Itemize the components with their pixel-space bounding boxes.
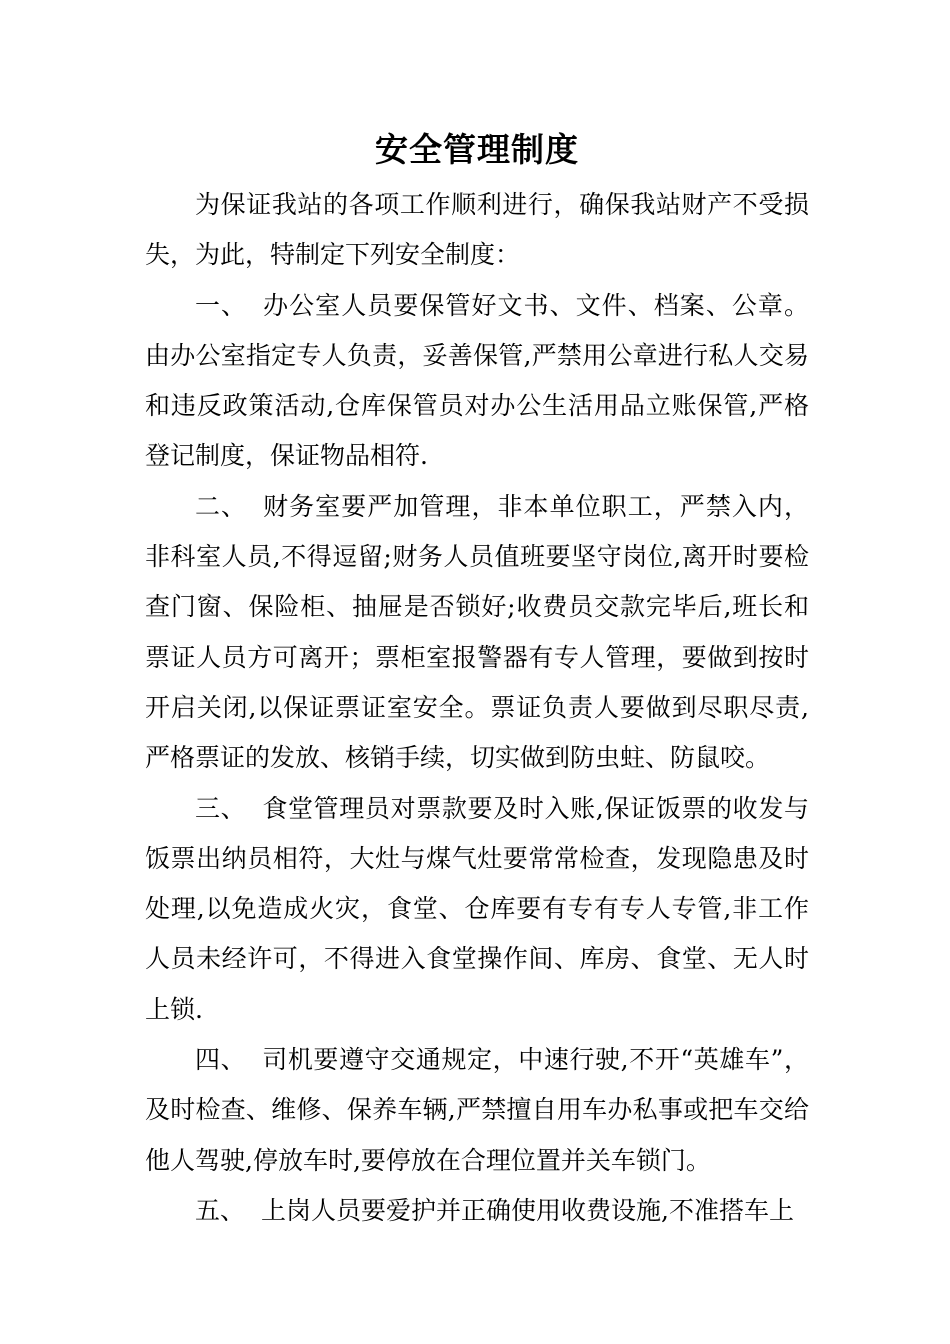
document-page	[145, 120, 809, 1236]
intro-paragraph: 为保证我站的各项工作顺利进行，确保我站财产不受损失，为此，特制定下列安全制度：	[145, 190, 809, 270]
section-1-paragraph	[145, 281, 809, 482]
section-4-text: 司机要遵守交通规定，中速行驶,不开“英雄车”，及时检查、维修、保养车辆,严禁擅自用车办私事或把车交给他人驾驶,停放车时,要停放在合理位置并关车锁门。	[145, 1045, 809, 1175]
section-3-number: 三、	[195, 793, 247, 823]
section-5-text: 上岗人员要爱护并正确使用收费设施,不准搭车上	[261, 1195, 794, 1225]
section-2-paragraph	[145, 482, 809, 784]
section-3-paragraph	[145, 784, 809, 1035]
section-1-text: 办公室人员要保管好文书、文件、档案、公章。由办公室指定专人负责，妥善保管,严禁用公章进行私人交易和违反政策活动,仓库保管员对办公生活用品立账保管,严格登记制度，保证物品相符.	[145, 290, 809, 471]
document-title: 安全管理制度	[375, 130, 579, 169]
section-4-number: 四、	[195, 1045, 247, 1075]
section-5-number: 五、	[195, 1195, 246, 1225]
section-2-number: 二、	[195, 491, 248, 521]
section-3-text: 食堂管理员对票款要及时入账,保证饭票的收发与饭票出纳员相符，大灶与煤气灶要常常检查，发现隐患及时处理,以免造成火灾，食堂、仓库要有专有专人专管,非工作人员未经许可，不得进入食堂操作间、库房、食堂、无人时上锁.	[145, 793, 809, 1024]
section-1-number: 一、	[195, 290, 248, 320]
section-4-paragraph	[145, 1035, 809, 1186]
section-2-text: 财务室要严加管理，非本单位职工，严禁入内，非科室人员,不得逗留;财务人员值班要坚守岗位,离开时要检查门窗、保险柜、抽屉是否锁好;收费员交款完毕后,班长和票证人员方可离开；票柜室报警器有专人管理，要做到按时开启关闭,以保证票证室安全。票证负责人要做到尽职尽责,严格票证的发放、核销手续，切实做到防虫蛀、防鼠咬。	[145, 491, 809, 773]
section-5-paragraph	[145, 1186, 809, 1236]
